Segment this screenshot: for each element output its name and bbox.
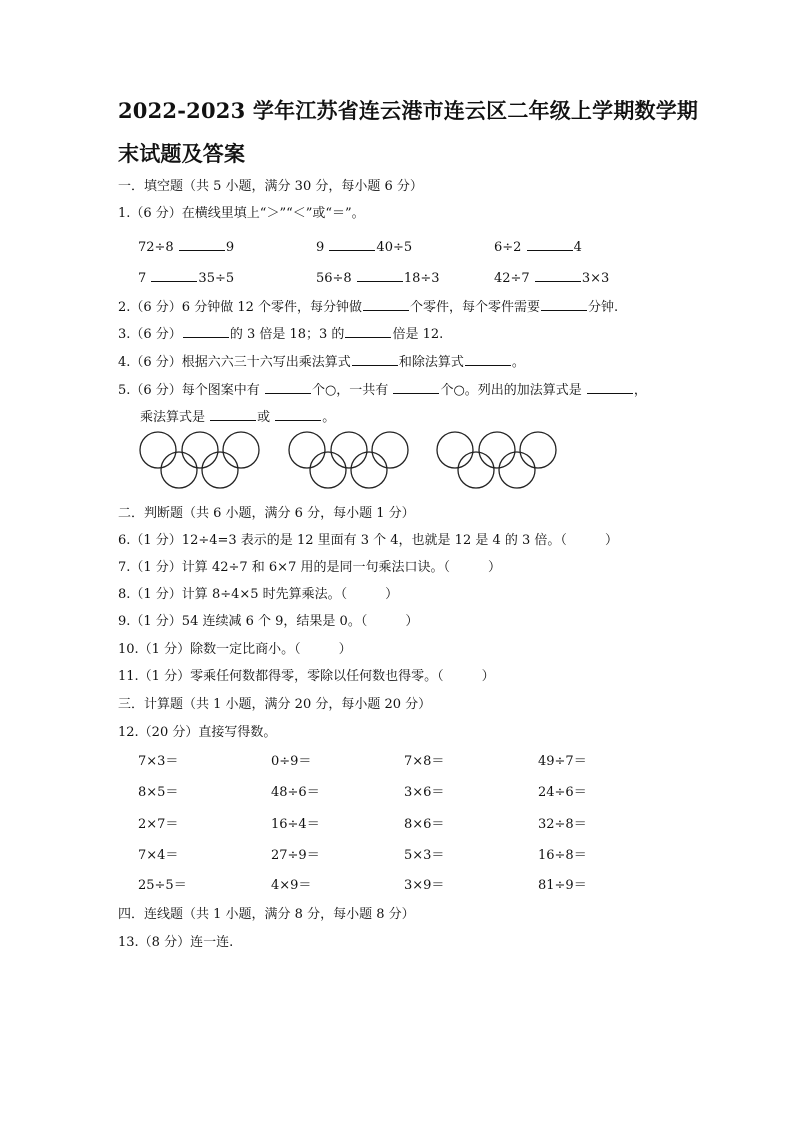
answer-blank[interactable]	[275, 408, 321, 421]
q4: 4.（6 分）根据六六三十六写出乘法算式 和除法算式 。	[118, 355, 525, 370]
calc-item: 4×9＝	[271, 878, 312, 893]
q1-item: 9 40÷5	[316, 240, 413, 255]
q5-line1: 5.（6 分）每个图案中有 个○，一共有 个○。列出的加法算式是 ，	[118, 383, 647, 398]
answer-blank[interactable]	[179, 238, 225, 251]
calc-item: 81÷9＝	[538, 878, 587, 893]
rings-figure-1-icon	[138, 430, 262, 494]
calc-item: 49÷7＝	[538, 754, 587, 769]
section1-heading: 一．填空题（共 5 小题，满分 30 分，每小题 6 分）	[118, 179, 423, 194]
q1-item: 6÷2 4	[494, 240, 582, 255]
answer-blank[interactable]	[210, 408, 256, 421]
answer-blank[interactable]	[345, 325, 391, 338]
page-title-line1: 2022-2023 学年江苏省连云港市连云区二年级上学期数学期	[118, 98, 699, 123]
calc-item: 3×6＝	[404, 785, 445, 800]
calc-item: 16÷4＝	[271, 817, 320, 832]
section4-heading: 四．连线题（共 1 小题，满分 8 分，每小题 8 分）	[118, 907, 415, 922]
page-title-line2: 末试题及答案	[118, 141, 246, 166]
q2: 2.（6 分）6 分钟做 12 个零件，每分钟做 个零件，每个零件需要 分钟.	[118, 300, 619, 315]
q1-item: 56÷8 18÷3	[316, 271, 440, 286]
answer-blank[interactable]	[329, 238, 375, 251]
calc-item: 7×3＝	[138, 754, 179, 769]
calc-item: 2×7＝	[138, 817, 179, 832]
rings-figure-2-icon	[287, 430, 411, 494]
answer-blank[interactable]	[265, 381, 311, 394]
calc-item: 25÷5＝	[138, 878, 187, 893]
answer-blank[interactable]	[183, 325, 229, 338]
answer-blank[interactable]	[535, 269, 581, 282]
calc-item: 8×5＝	[138, 785, 179, 800]
answer-blank[interactable]	[541, 298, 587, 311]
calc-item: 32÷8＝	[538, 817, 587, 832]
calc-item: 5×3＝	[404, 848, 445, 863]
q1-item: 72÷8 9	[138, 240, 235, 255]
answer-blank[interactable]	[357, 269, 403, 282]
judge-item: 10.（1 分）除数一定比商小。（ ）	[118, 642, 352, 657]
section2-heading: 二．判断题（共 6 小题，满分 6 分，每小题 1 分）	[118, 506, 415, 521]
answer-blank[interactable]	[151, 269, 197, 282]
calc-item: 16÷8＝	[538, 848, 587, 863]
calc-item: 7×8＝	[404, 754, 445, 769]
q12-prompt: 12.（20 分）直接写得数。	[118, 725, 277, 740]
q1-item: 42÷7 3×3	[494, 271, 610, 286]
calc-item: 27÷9＝	[271, 848, 320, 863]
calc-item: 24÷6＝	[538, 785, 587, 800]
calc-item: 0÷9＝	[271, 754, 312, 769]
answer-blank[interactable]	[465, 353, 511, 366]
judge-item: 11.（1 分）零乘任何数都得零，零除以任何数也得零。（ ）	[118, 669, 495, 684]
q13-prompt: 13.（8 分）连一连.	[118, 935, 234, 950]
calc-item: 8×6＝	[404, 817, 445, 832]
q5-line2: 乘法算式是 或 。	[140, 410, 336, 425]
judge-item: 8.（1 分）计算 8÷4×5 时先算乘法。（ ）	[118, 587, 399, 602]
judge-item: 6.（1 分）12÷4=3 表示的是 12 里面有 3 个 4，也就是 12 是 4 的 3 倍。（ ）	[118, 533, 618, 548]
calc-item: 7×4＝	[138, 848, 179, 863]
answer-blank[interactable]	[587, 381, 633, 394]
q3: 3.（6 分） 的 3 倍是 18；3 的 倍是 12.	[118, 327, 444, 342]
answer-blank[interactable]	[363, 298, 409, 311]
rings-figure-3-icon	[435, 430, 559, 494]
q1-item: 7 35÷5	[138, 271, 235, 286]
judge-item: 7.（1 分）计算 42÷7 和 6×7 用的是同一句乘法口诀。（ ）	[118, 560, 501, 575]
answer-blank[interactable]	[352, 353, 398, 366]
answer-blank[interactable]	[527, 238, 573, 251]
answer-blank[interactable]	[393, 381, 439, 394]
calc-item: 3×9＝	[404, 878, 445, 893]
calc-item: 48÷6＝	[271, 785, 320, 800]
section3-heading: 三．计算题（共 1 小题，满分 20 分，每小题 20 分）	[118, 697, 432, 712]
q1-prompt: 1.（6 分）在横线里填上“＞”“＜”或“＝”。	[118, 206, 365, 221]
judge-item: 9.（1 分）54 连续减 6 个 9，结果是 0。（ ）	[118, 614, 419, 629]
